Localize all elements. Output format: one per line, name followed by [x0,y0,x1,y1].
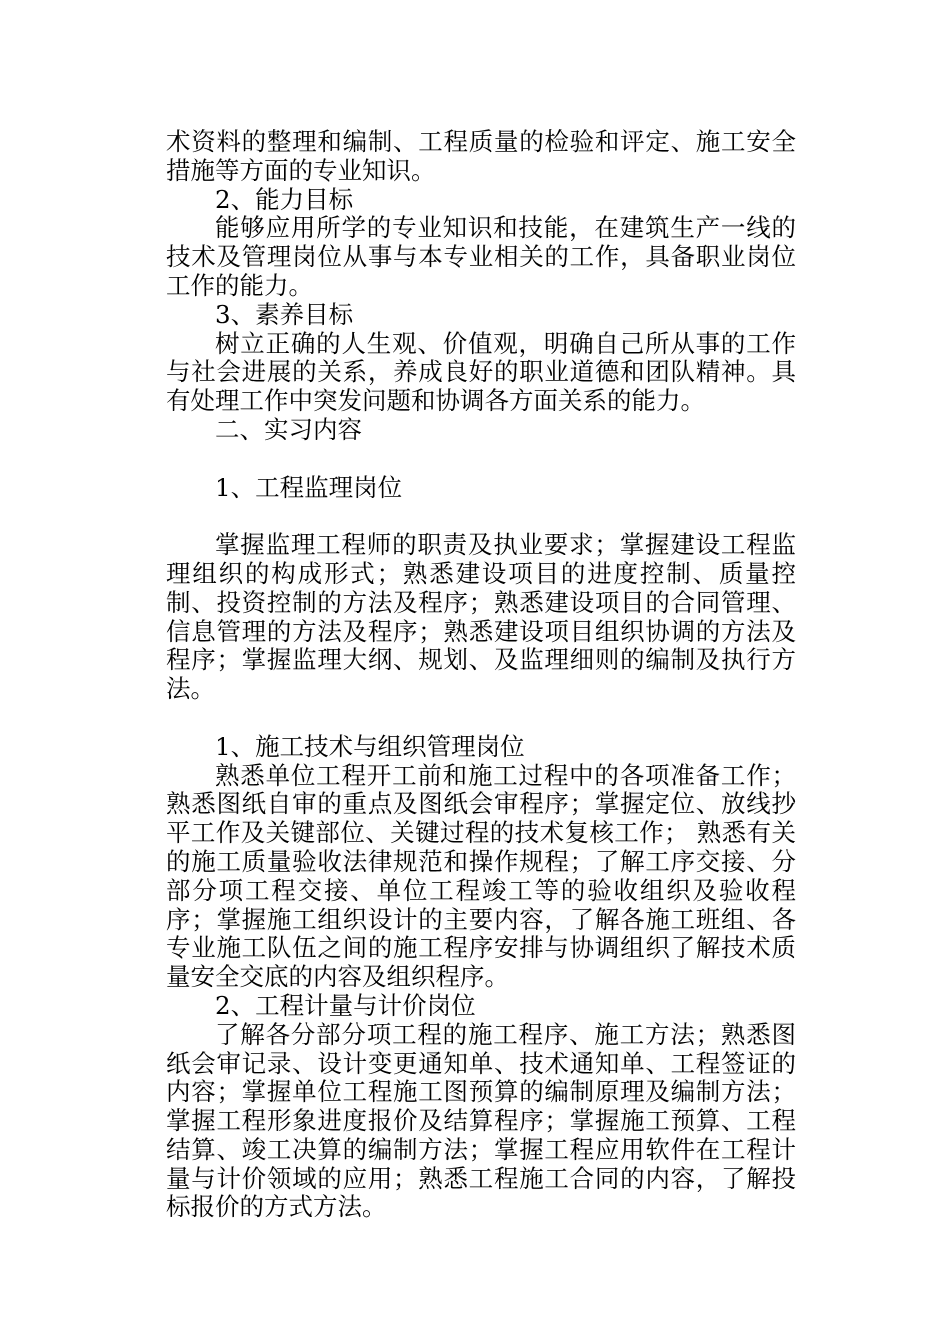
heading-supervision-post: 1、工程监理岗位 [215,472,403,502]
paragraph-supervision-post: 掌握监理工程师的职责及执业要求；掌握建设工程监理组织的构成形式；熟悉建设项目的进度控制、质量控制、投资控制的方法及程序；熟悉建设项目的合同管理、信息管理的方法及程序；熟悉建设项目组织协调的方法及程序；掌握监理大纲、规划、及监理细则的编制及执行方法。 [166,530,796,704]
paragraph-construction-management-post: 熟悉单位工程开工前和施工过程中的各项准备工作；熟悉图纸自审的重点及图纸会审程序；掌握定位、放线抄平工作及关键部位、关键过程的技术复核工作； 熟悉有关的施工质量验收法律规范和操作规程；了解工序交接、分部分项工程交接、单位工程竣工等的验收组织及验收程序；掌握施工组织设计的主要内容，了解各施工班组、各专业施工队伍之间的施工程序安排与协调组织了解技术质量安全交底的内容及组织程序。 [166,760,796,992]
paragraph-quality-goal: 树立正确的人生观、价值观，明确自己所从事的工作与社会进展的关系，养成良好的职业道德和团队精神。具有处理工作中突发问题和协调各方面关系的能力。 [166,328,796,416]
heading-quality-goal: 3、素养目标 [215,299,354,329]
paragraph-continuation: 术资料的整理和编制、工程质量的检验和评定、施工安全措施等方面的专业知识。 [166,127,796,185]
heading-construction-management-post: 1、施工技术与组织管理岗位 [215,731,525,761]
paragraph-ability-goal: 能够应用所学的专业知识和技能，在建筑生产一线的技术及管理岗位从事与本专业相关的工作，具备职业岗位工作的能力。 [166,213,796,300]
document-body [166,128,796,1222]
paragraph-measurement-pricing-post: 了解各分部分项工程的施工程序、施工方法；熟悉图纸会审记录、设计变更通知单、技术通知单、工程签证的内容；掌握单位工程施工图预算的编制原理及编制方法；掌握工程形象进度报价及结算程序；掌握施工预算、工程结算、竣工决算的编制方法；掌握工程应用软件在工程计量与计价领域的应用；熟悉工程施工合同的内容，了解投标报价的方式方法。 [166,1019,796,1222]
heading-internship-content: 二、实习内容 [215,414,362,444]
heading-ability-goal: 2、能力目标 [215,184,354,214]
heading-measurement-pricing-post: 2、工程计量与计价岗位 [215,990,476,1020]
